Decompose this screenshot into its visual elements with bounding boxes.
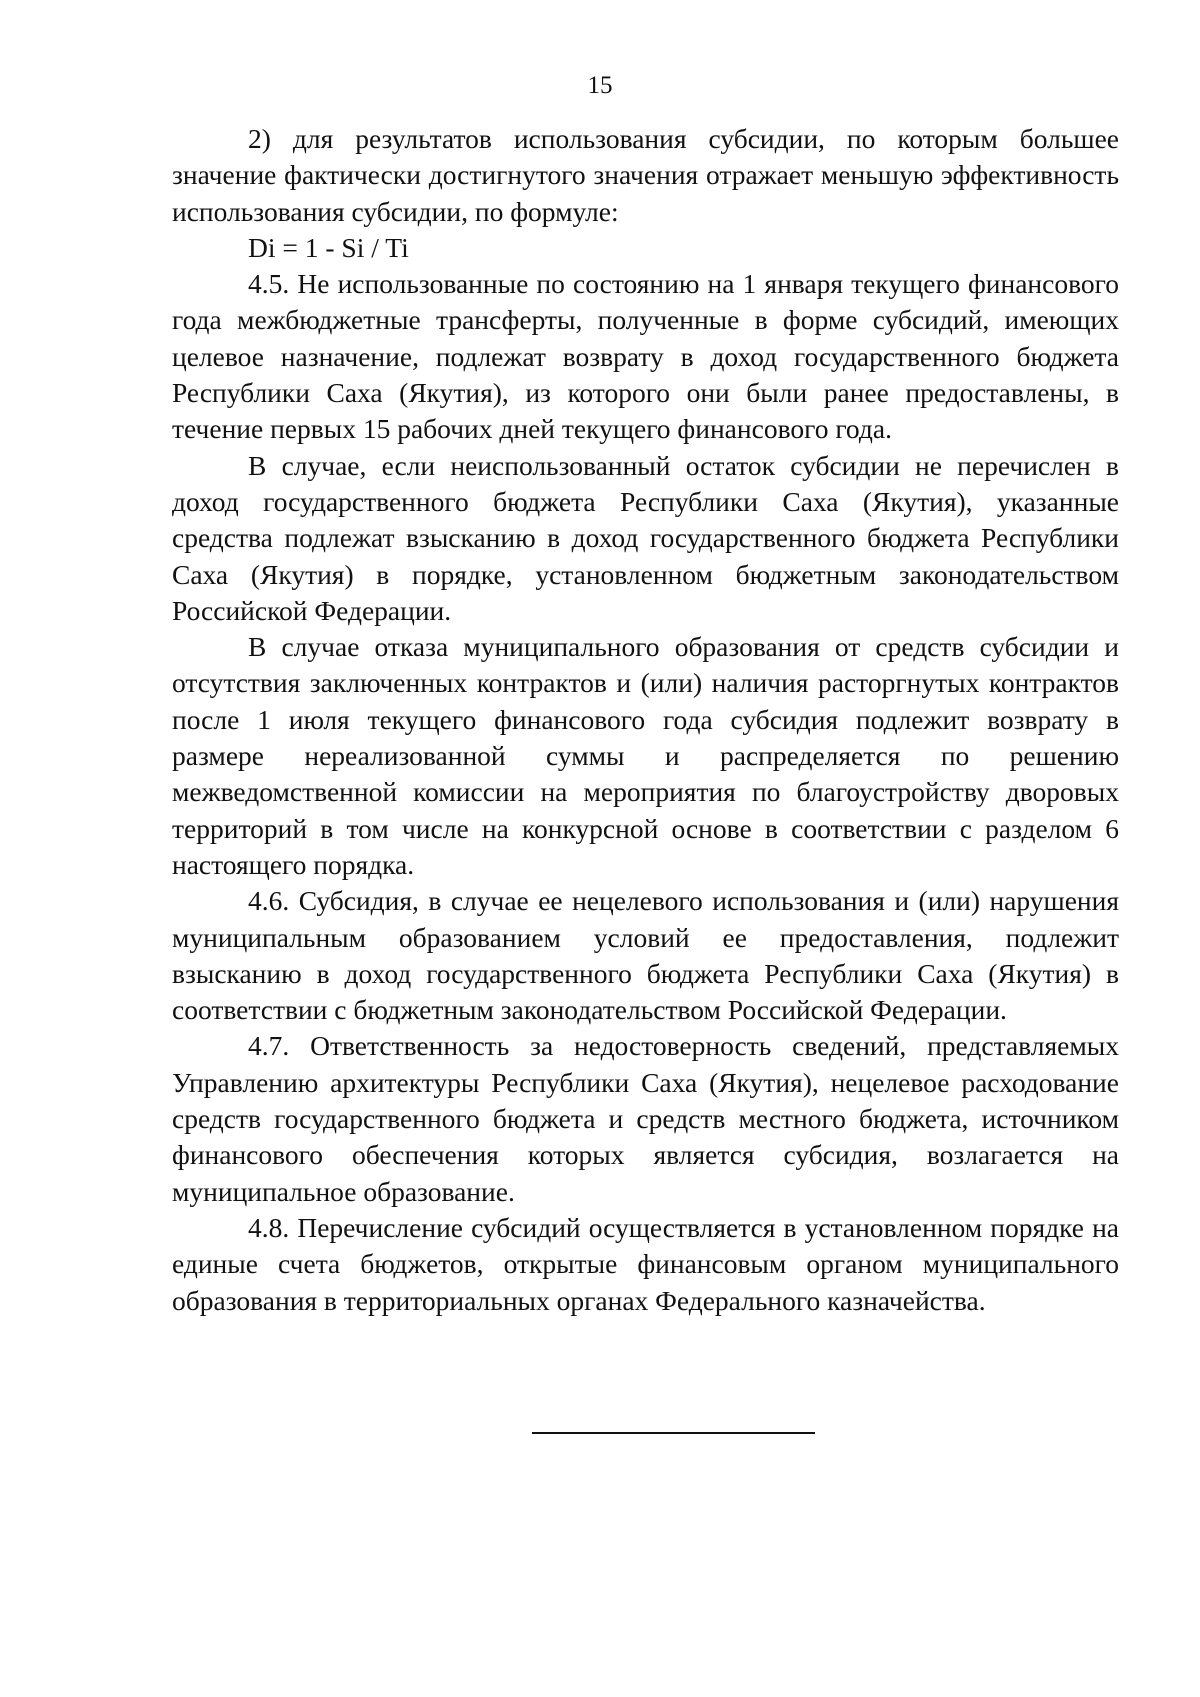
end-divider-line [532,1432,815,1434]
paragraph-4-5: 4.5. Не использованные по состоянию на 1 января текущего финансового года межбюджетные трансферты, полученные в форме субсидий, имеющих целевое назначение, подлежат возврату в доход государственного бюджета Республики Саха (Якутия), из которого они были ранее предоставлены, в течение первых 15 рабочих дней текущего финансового года. [172,268,1119,445]
paragraph-4-6: 4.6. Субсидия, в случае ее нецелевого использования и (или) нарушения муниципальным образованием условий ее предоставления, подлежит взысканию в доход государственного бюджета Республики Саха (Якутия) в соответствии с бюджетным законодательством Российской Федерации. [172,885,1119,1026]
paragraph-unspent-balance: В случае, если неиспользованный остаток субсидии не перечислен в доход государственного бюджета Республики Саха (Якутия), указанные средства подлежат взысканию в доход государственного бюджета Республики Саха (Якутия) в порядке, установленном бюджетным законодательством Российской Федерации. [172,449,1119,626]
paragraph-formula-intro: 2) для результатов использования субсидии, по которым большее значение фактически достигнутого значения отражает меньшую эффективность использования субсидии, по формуле: [172,123,1119,227]
page-number: 15 [587,72,613,99]
document-body [172,121,1119,1319]
paragraph-refusal: В случае отказа муниципального образования от средств субсидии и отсутствия заключенных контрактов и (или) наличия расторгнутых контрактов после 1 июля текущего финансового года субсидия подлежит возврату в размере нереализованной суммы и распределяется по решению межведомственной комиссии на мероприятия по благоустройству дворовых территорий в том числе на конкурсной основе в соответствии с разделом 6 настоящего порядка. [172,631,1119,880]
paragraph-4-8: 4.8. Перечисление субсидий осуществляется в установленном порядке на единые счета бюджетов, открытые финансовым органом муниципального образования в территориальных органах Федерального казначейства. [172,1211,1119,1316]
paragraph-4-7: 4.7. Ответственность за недостоверность сведений, представляемых Управлению архитектуры Республики Саха (Якутия), нецелевое расходование средств государственного бюджета и средств местного бюджета, источником финансового обеспечения которых является субсидия, возлагается на муниципальное образование. [172,1030,1119,1207]
formula: Di = 1 - Si / Ti [248,231,409,263]
